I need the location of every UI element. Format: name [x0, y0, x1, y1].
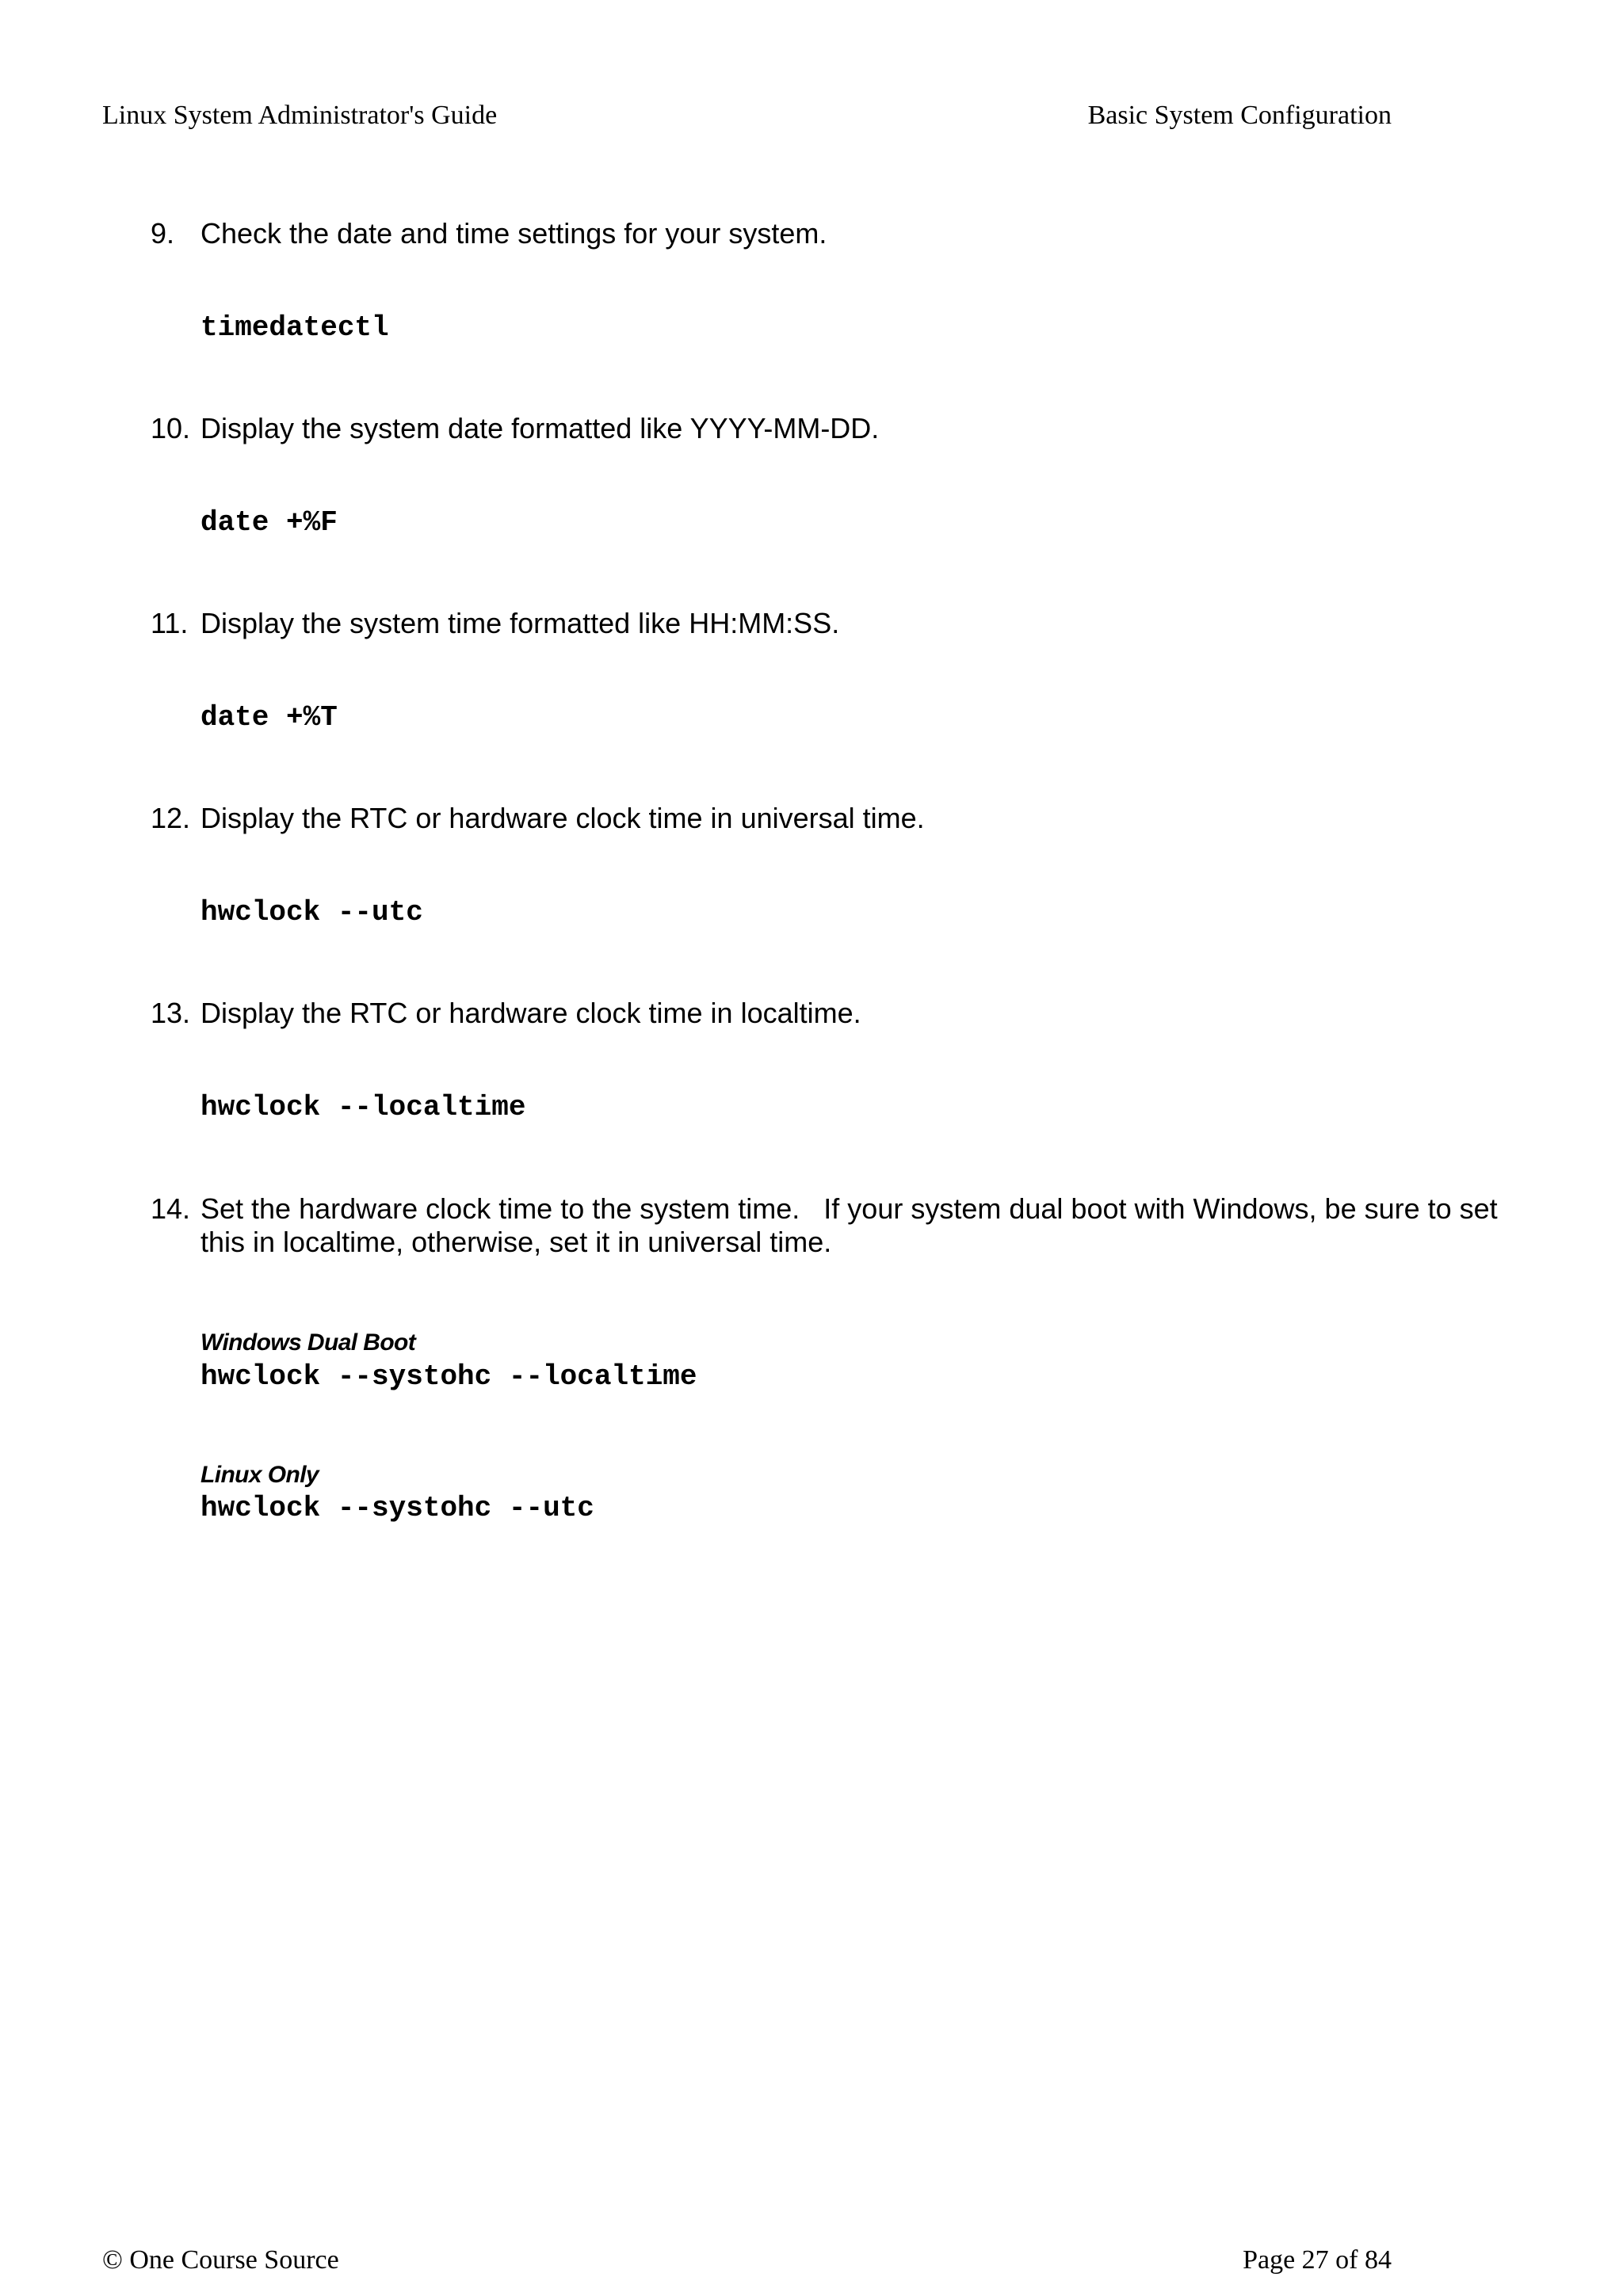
section-title: Basic System Configuration [1087, 101, 1392, 130]
step-number: 14. [151, 1192, 191, 1225]
option-label-linux-only: Linux Only [200, 1462, 319, 1488]
command-date-t: date +%T [200, 701, 338, 734]
step-instruction: Display the RTC or hardware clock time in universal time. [200, 802, 925, 834]
step-number: 10. [151, 412, 191, 444]
option-label-windows-dual-boot: Windows Dual Boot [200, 1329, 416, 1356]
step-instruction: Display the system date formatted like YYYY-MM-DD. [200, 412, 880, 444]
command-hwclock-systohc-localtime: hwclock --systohc --localtime [200, 1360, 697, 1393]
step-instruction: Display the RTC or hardware clock time in localtime. [200, 997, 861, 1029]
command-hwclock-utc: hwclock --utc [200, 896, 423, 929]
command-timedatectl: timedatectl [200, 311, 389, 344]
step-instruction: Display the system time formatted like HH:MM:SS. [200, 607, 840, 639]
step-number: 9. [151, 217, 175, 250]
page-number: Page 27 of 84 [1243, 2245, 1392, 2275]
command-hwclock-localtime: hwclock --localtime [200, 1091, 526, 1123]
step-number: 13. [151, 997, 191, 1029]
step-instruction: Check the date and time settings for your system. [200, 217, 827, 250]
document-title: Linux System Administrator's Guide [102, 101, 498, 130]
command-date-f: date +%F [200, 506, 338, 539]
step-number: 11. [151, 607, 189, 639]
copyright: © One Course Source [102, 2245, 339, 2275]
step-number: 12. [151, 802, 191, 834]
step-instruction: Set the hardware clock time to the system time. If your system dual boot with Windows, be sure to set this in localtime, otherwise, set it in universal time. [200, 1192, 1506, 1258]
command-hwclock-systohc-utc: hwclock --systohc --utc [200, 1492, 594, 1524]
